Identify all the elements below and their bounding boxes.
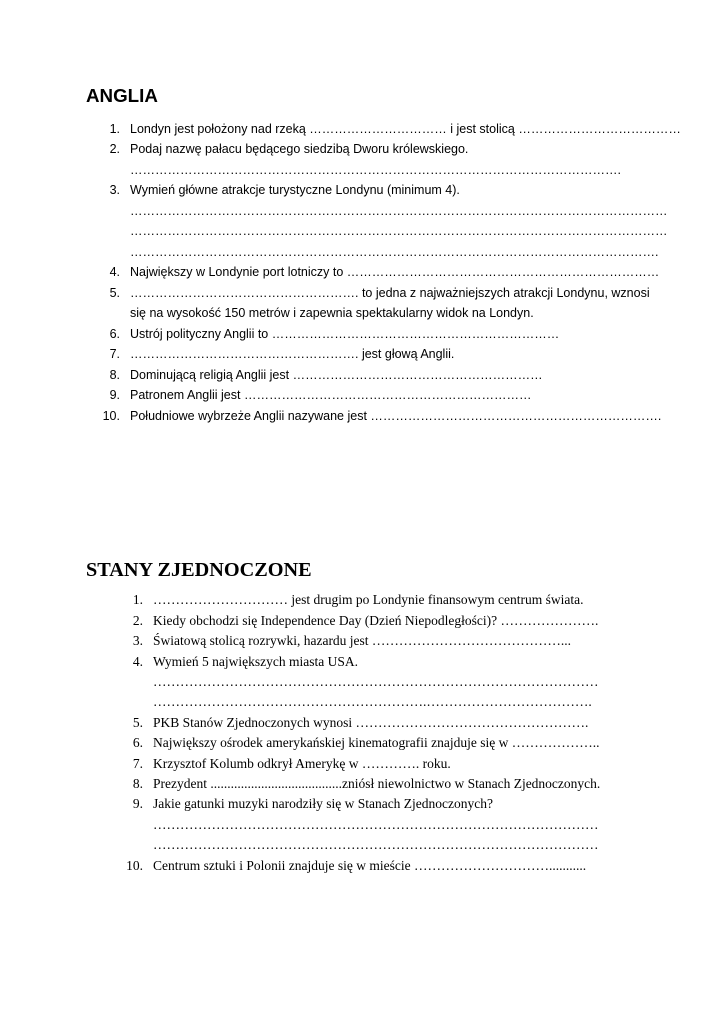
question-text-line: się na wysokość 150 metrów i zapewnia spektakularny widok na Londyn. xyxy=(130,306,534,320)
question-text-line: Największy ośrodek amerykańskiej kinematografii znajduje się w ……………….. xyxy=(153,735,600,751)
question-number: 5. xyxy=(109,285,120,300)
question-text-line: ………………………… jest drugim po Londynie finansowym centrum świata. xyxy=(153,592,584,608)
question-item xyxy=(86,774,646,794)
question-item xyxy=(86,180,668,262)
question-number: 10. xyxy=(102,408,120,423)
question-number: 6. xyxy=(132,735,143,751)
question-text-line: ……………………………………………………………………………………… xyxy=(153,674,599,690)
question-list-anglia xyxy=(86,119,681,427)
question-number: 7. xyxy=(109,347,120,361)
question-text-line: ………………………………………………. to jedna z najważniejszych atrakcji Londynu, wznosi xyxy=(130,285,650,300)
question-text-line: ………………………………………………………………………………………………………………… xyxy=(130,224,668,238)
question-number: 4. xyxy=(132,653,143,669)
question-text-line: Podaj nazwę pałacu będącego siedzibą Dworu królewskiego. xyxy=(130,142,469,156)
section-stany-zjednoczone xyxy=(86,560,646,876)
question-text-line: Patronem Anglii jest …………………………………………………………… xyxy=(130,388,532,402)
section-anglia xyxy=(86,85,681,426)
question-number: 1. xyxy=(132,592,143,608)
question-text-line: Światową stolicą rozrywki, hazardu jest ……………………………………... xyxy=(153,633,572,649)
question-item xyxy=(86,754,646,774)
question-item xyxy=(86,406,662,427)
question-number: 2. xyxy=(109,142,120,156)
question-item xyxy=(86,611,646,631)
question-item xyxy=(86,856,646,876)
question-text-line: Centrum sztuki i Polonii znajduje się w mieście …………………………........... xyxy=(153,857,587,873)
question-number: 8. xyxy=(109,367,120,382)
question-text-line: ………………………………………………………………………………………………………………… xyxy=(130,203,668,218)
question-text-line: Kiedy obchodzi się Independence Day (Dzień Niepodległości)? …………………. xyxy=(153,612,599,628)
question-number: 9. xyxy=(132,796,143,812)
question-text-line: ……………………………………………………………………………………… xyxy=(153,816,599,832)
question-item xyxy=(86,794,646,855)
question-item xyxy=(86,365,646,386)
question-text-line: PKB Stanów Zjednoczonych wynosi ……………………………………………. xyxy=(153,714,589,730)
section-title-stany-zjednoczone: STANY ZJEDNOCZONE xyxy=(86,559,312,581)
question-number: 2. xyxy=(132,612,143,628)
question-text-line: ………………………………………………. jest głową Anglii. xyxy=(130,347,455,361)
question-item xyxy=(86,385,646,406)
question-number: 10. xyxy=(126,857,143,873)
question-item xyxy=(86,139,646,180)
question-text-line: Dominującą religią Anglii jest …………………………………………………… xyxy=(130,367,543,382)
question-text-line: Ustrój polityczny Anglii to …………………………………………………………… xyxy=(130,326,560,341)
question-item xyxy=(86,631,646,651)
question-number: 3. xyxy=(132,633,143,649)
question-item xyxy=(86,344,646,365)
question-list-stany-zjednoczone xyxy=(86,590,646,876)
question-text-line: Południowe wybrzeże Anglii nazywane jest ……………………………………………………………. xyxy=(130,408,662,423)
question-text-line: Wymień główne atrakcje turystyczne Londynu (minimum 4). xyxy=(130,183,460,197)
question-item xyxy=(86,324,646,345)
question-item xyxy=(86,283,650,324)
question-text-line: ………………………………………………………………………………………………………………. xyxy=(130,244,659,259)
question-number: 5. xyxy=(132,714,143,730)
question-text-line: …………………………………………………….………………………………. xyxy=(153,694,592,710)
question-text-line: ………………………………………………………………………………………………………. xyxy=(130,162,621,177)
question-item xyxy=(86,119,681,140)
question-number: 3. xyxy=(109,183,120,197)
question-text-line: Największy w Londynie port lotniczy to ………………………………………………………………… xyxy=(130,265,660,279)
question-item xyxy=(86,713,646,733)
section-title-anglia: ANGLIA xyxy=(86,85,158,106)
question-number: 9. xyxy=(109,388,120,402)
question-number: 1. xyxy=(109,121,120,136)
question-item xyxy=(86,262,660,283)
question-item xyxy=(86,652,646,713)
question-number: 7. xyxy=(132,755,143,771)
question-item xyxy=(86,590,646,610)
question-text-line: Prezydent .......................................zniósł niewolnictwo w Stanach Zjednoczonych. xyxy=(153,776,601,792)
question-item xyxy=(86,733,646,753)
question-number: 8. xyxy=(132,776,143,792)
question-text-line: Londyn jest położony nad rzeką …………………………… i jest stolicą ………………………………… xyxy=(130,121,681,136)
question-text-line: Jakie gatunki muzyki narodziły się w Stanach Zjednoczonych? xyxy=(153,796,494,812)
question-text-line: Wymień 5 największych miasta USA. xyxy=(153,653,359,669)
question-number: 4. xyxy=(109,265,120,279)
question-text-line: Krzysztof Kolumb odkrył Amerykę w …………. roku. xyxy=(153,755,451,771)
question-number: 6. xyxy=(109,326,120,341)
question-text-line: ……………………………………………………………………………………… xyxy=(153,837,599,853)
